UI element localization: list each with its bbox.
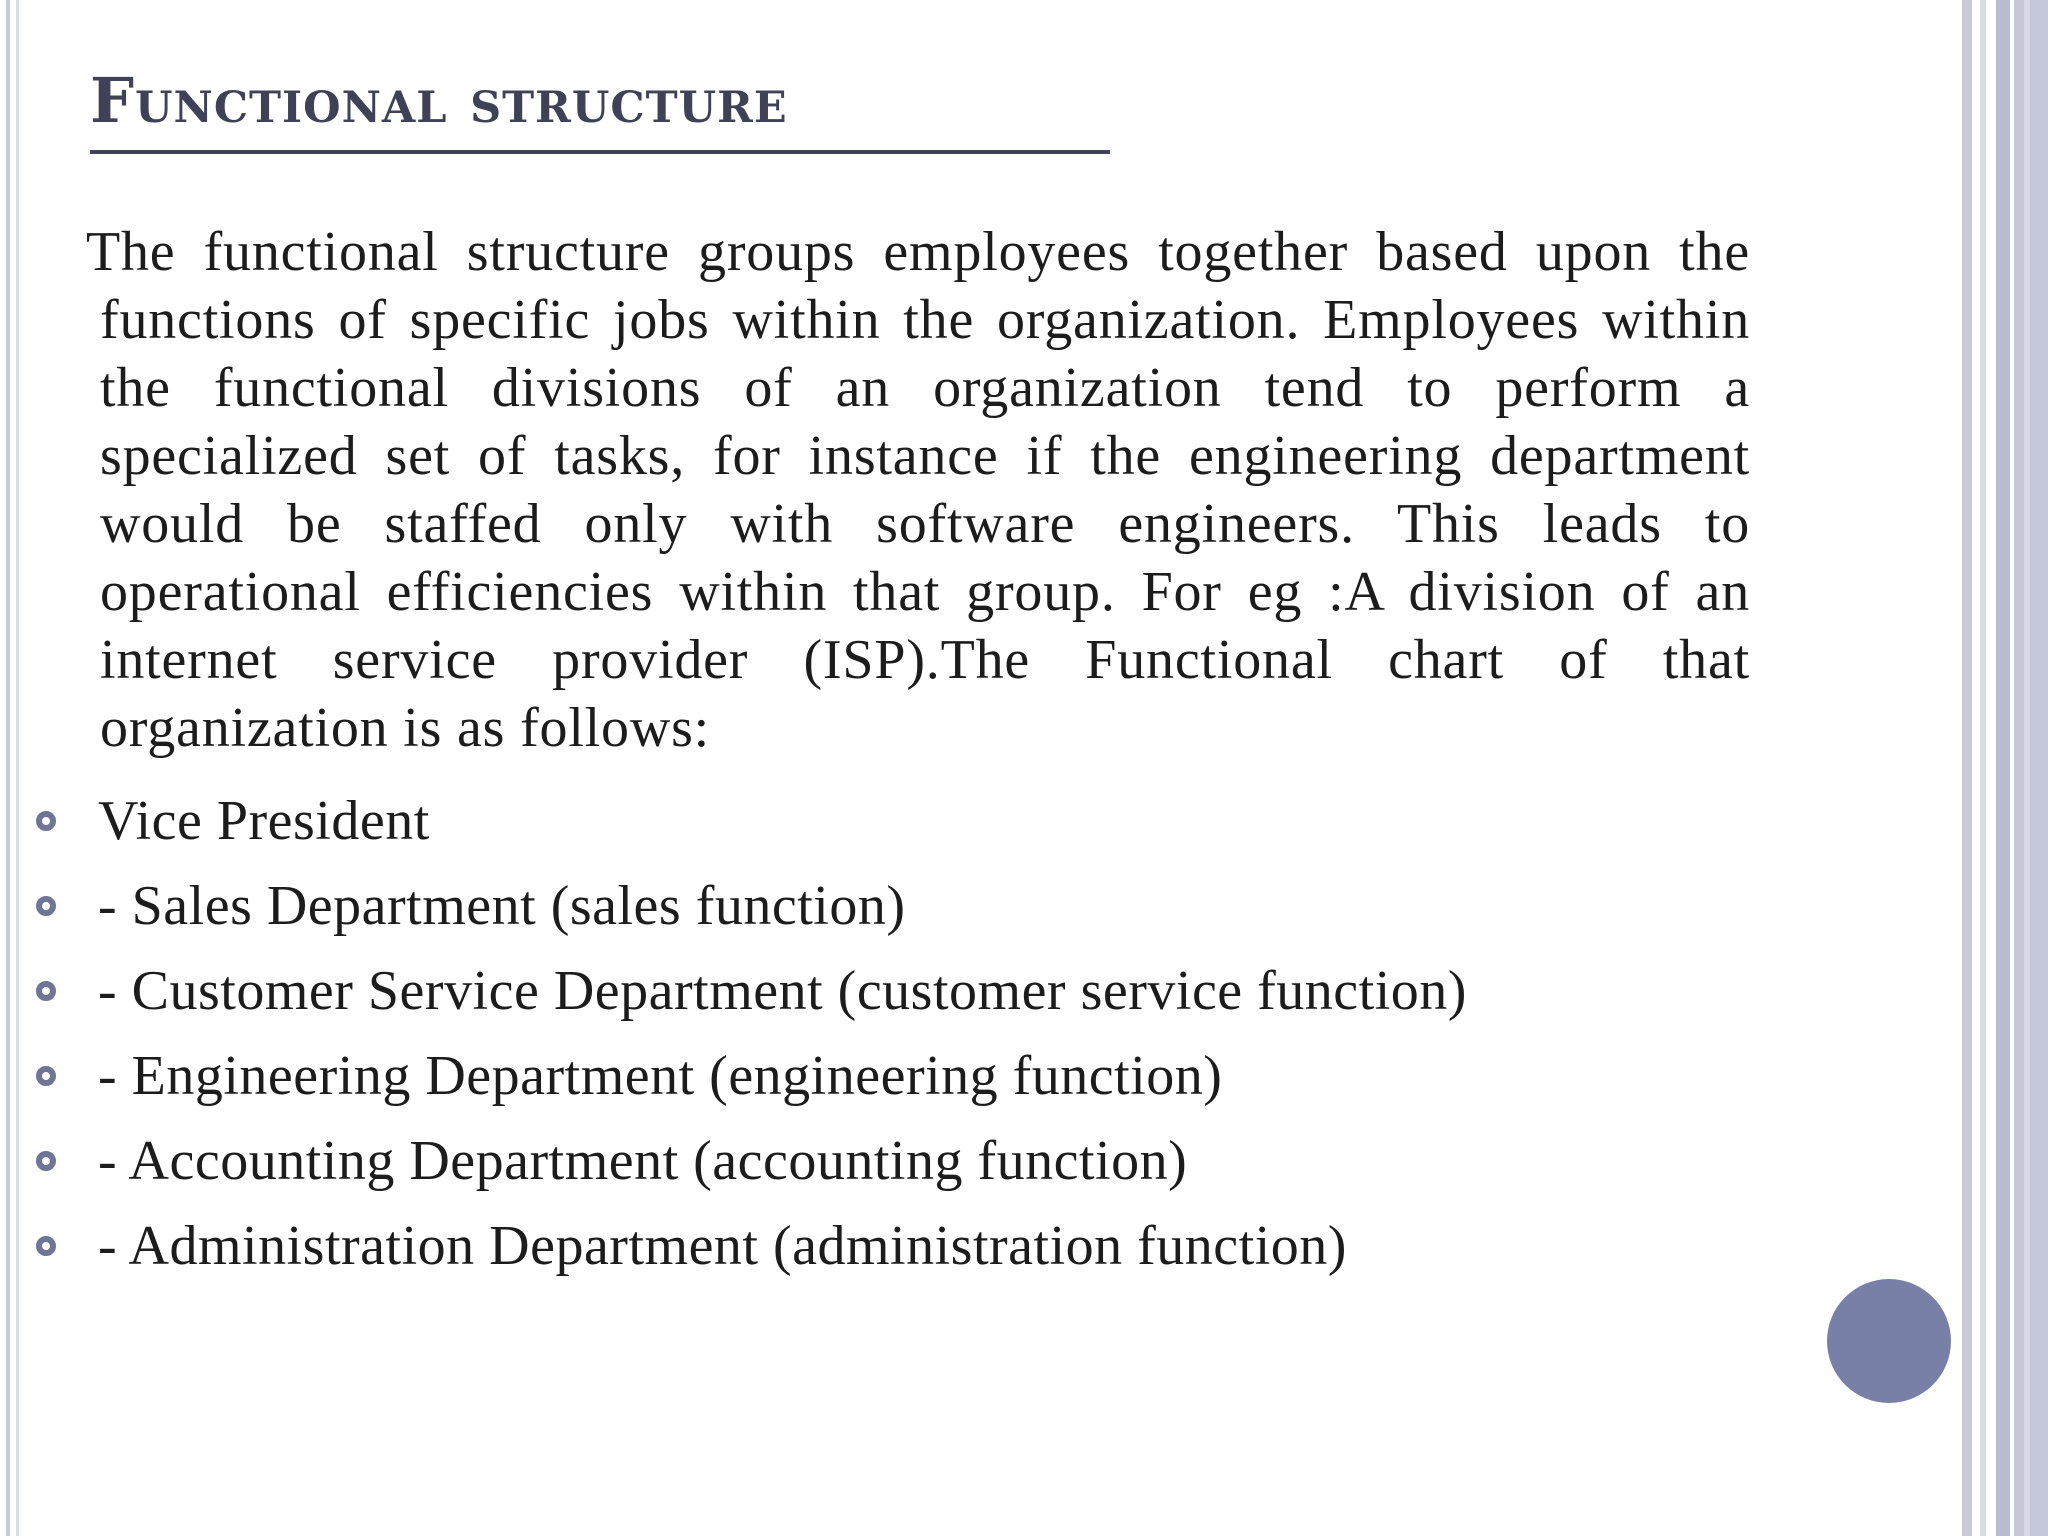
decorative-circle bbox=[1827, 1279, 1951, 1403]
right-band-stripe bbox=[2024, 0, 2030, 1536]
list-item bbox=[36, 1033, 1467, 1118]
list-item bbox=[36, 1118, 1467, 1203]
list-item bbox=[36, 863, 1467, 948]
right-band-stripe bbox=[1980, 0, 1986, 1536]
list-item bbox=[36, 778, 1467, 863]
right-band-stripe bbox=[1962, 0, 1972, 1536]
list-item-text: - Administration Department (administration function) bbox=[98, 1214, 1347, 1277]
slide-title: Functional structure bbox=[90, 64, 788, 137]
right-band-stripe bbox=[1996, 0, 2010, 1536]
body-paragraph: The functional structure groups employees together based upon the functions of specific jobs within the organization. Employees within the functional divisions of an organization tend to perform a specialized set of tasks, for instance if the engineering department would be staffed only with software engineers. This leads to operational efficiencies within that group. For eg :A division of an internet service provider (ISP).The Functional chart of that organization is as follows: bbox=[86, 221, 1750, 759]
list-item-text: - Sales Department (sales function) bbox=[98, 874, 906, 937]
left-border-rule bbox=[6, 0, 10, 1536]
list-item-text: - Accounting Department (accounting function) bbox=[98, 1129, 1188, 1192]
list-item-text: - Customer Service Department (customer service function) bbox=[98, 959, 1467, 1022]
list-item bbox=[36, 1203, 1467, 1288]
right-band-stripe bbox=[2014, 0, 2048, 1536]
list-item bbox=[36, 948, 1467, 1033]
bullet-icon bbox=[36, 981, 56, 1001]
list-item-text: - Engineering Department (engineering function) bbox=[98, 1044, 1223, 1107]
bullet-list bbox=[36, 778, 1467, 1288]
bullet-icon bbox=[36, 1066, 56, 1086]
list-item-text: Vice President bbox=[98, 789, 430, 852]
left-border-rule-inner bbox=[16, 0, 19, 1536]
bullet-icon bbox=[36, 1236, 56, 1256]
bullet-icon bbox=[36, 811, 56, 831]
title-underline bbox=[90, 150, 1110, 154]
bullet-icon bbox=[36, 1151, 56, 1171]
bullet-icon bbox=[36, 896, 56, 916]
